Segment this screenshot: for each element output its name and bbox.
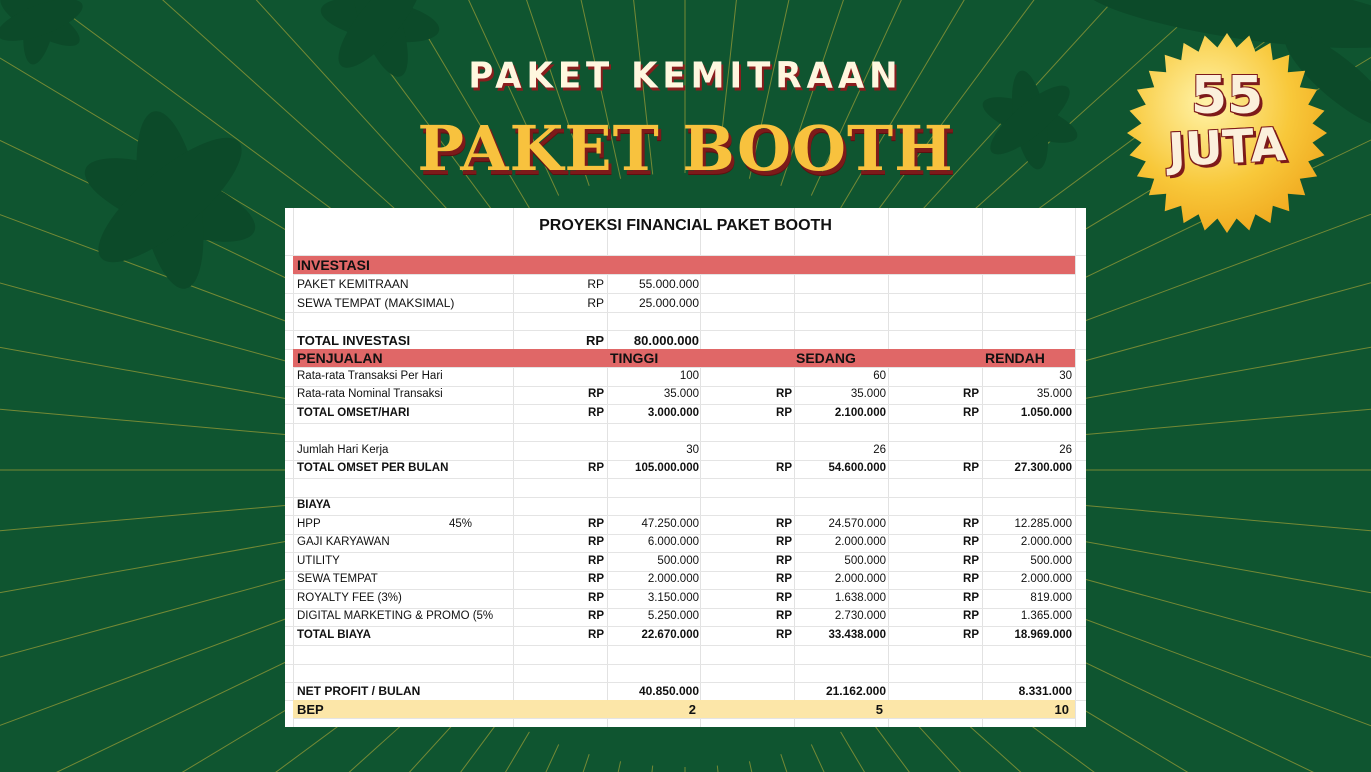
currency: RP (776, 592, 792, 604)
value-sedang: 21.162.000 (825, 684, 886, 698)
blank-row (285, 423, 1086, 442)
total-biaya-row (285, 627, 1086, 646)
value-rendah: 35.000 (1036, 388, 1072, 400)
value-tinggi: 2.000.000 (647, 573, 699, 585)
row-label: Rata-rata Nominal Transaksi (297, 388, 443, 400)
table-row (285, 590, 1086, 609)
row-label: TOTAL OMSET PER BULAN (297, 462, 449, 474)
currency: RP (963, 462, 979, 474)
header-title: PAKET BOOTH (417, 112, 954, 185)
row-label: TOTAL BIAYA (297, 629, 371, 641)
currency: RP (963, 518, 979, 530)
col-rendah: RENDAH (985, 350, 1045, 366)
value-tinggi: 47.250.000 (641, 518, 699, 530)
value-rendah: 27.300.000 (1014, 462, 1072, 474)
value-rendah: 26 (1059, 444, 1072, 456)
currency: RP (963, 555, 979, 567)
penjualan-header (293, 349, 1075, 368)
table-row (285, 608, 1086, 627)
currency: RP (963, 573, 979, 585)
col-tinggi: TINGGI (610, 350, 659, 366)
currency: RP (588, 629, 604, 641)
value-rendah: 10 (1054, 702, 1069, 717)
badge-unit: JUTA (1166, 116, 1288, 178)
value-sedang: 500.000 (844, 555, 886, 567)
currency: RP (587, 296, 604, 310)
value-tinggi: 3.150.000 (647, 592, 699, 604)
row-label: TOTAL INVESTASI (297, 333, 411, 348)
table-row (285, 534, 1086, 553)
badge-amount: 55 (1190, 66, 1264, 126)
value-rendah: 12.285.000 (1014, 518, 1072, 530)
value-tinggi: 35.000 (663, 388, 699, 400)
row-label: NET PROFIT / BULAN (297, 684, 421, 698)
value-rendah: 500.000 (1030, 555, 1072, 567)
row-label: Rata-rata Transaksi Per Hari (297, 370, 443, 382)
value-sedang: 35.000 (850, 388, 886, 400)
currency: RP (776, 629, 792, 641)
currency: RP (963, 536, 979, 548)
value-sedang: 60 (873, 370, 886, 382)
value-rendah: 819.000 (1030, 592, 1072, 604)
value-sedang: 2.100.000 (834, 407, 886, 419)
currency: RP (588, 536, 604, 548)
row-label: ROYALTY FEE (3%) (297, 592, 402, 604)
value-sedang: 54.600.000 (828, 462, 886, 474)
currency: RP (588, 573, 604, 585)
table-row (285, 294, 1086, 313)
total-investasi-row (285, 331, 1086, 350)
row-label: PAKET KEMITRAAN (297, 277, 409, 291)
value-tinggi: 105.000.000 (635, 462, 699, 474)
currency: RP (963, 592, 979, 604)
currency: RP (588, 407, 604, 419)
blank-row (285, 237, 1086, 256)
value-tinggi: 500.000 (657, 555, 699, 567)
currency: RP (587, 277, 604, 291)
value-sedang: 2.000.000 (834, 573, 886, 585)
currency: RP (588, 592, 604, 604)
net-profit-row (285, 682, 1086, 701)
value-sedang: 2.730.000 (834, 610, 886, 622)
sheet-title: PROYEKSI FINANCIAL PAKET BOOTH (539, 217, 832, 234)
value-tinggi: 6.000.000 (647, 536, 699, 548)
row-label: SEWA TEMPAT (MAKSIMAL) (297, 296, 455, 310)
value-sedang: 5 (875, 702, 883, 717)
financial-projection-sheet (285, 208, 1086, 727)
row-label: Jumlah Hari Kerja (297, 444, 389, 456)
value-sedang: 2.000.000 (834, 536, 886, 548)
row-label: UTILITY (297, 555, 340, 567)
row-value: 55.000.000 (638, 277, 699, 291)
table-row (285, 516, 1086, 535)
hpp-percent: 45% (449, 518, 473, 530)
currency: RP (776, 555, 792, 567)
row-value: 80.000.000 (633, 333, 699, 348)
value-rendah: 2.000.000 (1020, 536, 1072, 548)
value-rendah: 30 (1059, 370, 1072, 382)
row-label: TOTAL OMSET/HARI (297, 407, 410, 419)
currency: RP (585, 333, 604, 348)
table-row (285, 368, 1086, 387)
currency: RP (588, 518, 604, 530)
currency: RP (963, 610, 979, 622)
biaya-heading: BIAYA (297, 499, 331, 511)
table-row (285, 386, 1086, 405)
value-rendah: 18.969.000 (1014, 629, 1072, 641)
blank-row (285, 312, 1086, 331)
currency: RP (776, 462, 792, 474)
value-tinggi: 100 (679, 370, 699, 382)
table-row (285, 571, 1086, 590)
investasi-heading: INVESTASI (297, 257, 370, 273)
row-label: HPP (297, 518, 321, 530)
total-omset-bulan-row (285, 460, 1086, 479)
currency: RP (776, 536, 792, 548)
bep-row (293, 700, 1075, 719)
value-rendah: 1.050.000 (1020, 407, 1072, 419)
value-tinggi: 3.000.000 (647, 407, 699, 419)
currency: RP (588, 555, 604, 567)
col-sedang: SEDANG (796, 350, 856, 366)
currency: RP (963, 388, 979, 400)
table-row (285, 275, 1086, 294)
currency: RP (776, 573, 792, 585)
row-label: DIGITAL MARKETING & PROMO (5% (297, 610, 494, 622)
investasi-header (293, 256, 1075, 275)
penjualan-heading: PENJUALAN (297, 350, 383, 366)
value-sedang: 1.638.000 (834, 592, 886, 604)
currency: RP (776, 610, 792, 622)
currency: RP (776, 388, 792, 400)
currency: RP (776, 518, 792, 530)
value-sedang: 26 (873, 444, 886, 456)
row-label: GAJI KARYAWAN (297, 536, 390, 548)
price-badge-text (1126, 66, 1328, 178)
currency: RP (588, 610, 604, 622)
value-tinggi: 22.670.000 (641, 629, 699, 641)
value-rendah: 2.000.000 (1020, 573, 1072, 585)
value-rendah: 1.365.000 (1020, 610, 1072, 622)
value-tinggi: 5.250.000 (647, 610, 699, 622)
currency: RP (963, 629, 979, 641)
row-value: 25.000.000 (638, 296, 699, 310)
total-omset-hari-row (285, 405, 1086, 424)
value-sedang: 24.570.000 (828, 518, 886, 530)
value-tinggi: 30 (686, 444, 699, 456)
table-row (285, 553, 1086, 572)
currency: RP (588, 462, 604, 474)
value-tinggi: 2 (688, 702, 696, 717)
currency: RP (963, 407, 979, 419)
biaya-header (285, 497, 1086, 516)
value-tinggi: 40.850.000 (638, 684, 699, 698)
blank-row (285, 479, 1086, 498)
row-label: SEWA TEMPAT (297, 573, 378, 585)
value-sedang: 33.438.000 (828, 629, 886, 641)
value-rendah: 8.331.000 (1018, 684, 1072, 698)
currency: RP (776, 407, 792, 419)
header-subtitle: PAKET KEMITRAAN (468, 55, 903, 97)
row-label: BEP (297, 702, 324, 717)
table-row (285, 442, 1086, 461)
blank-row (285, 646, 1086, 665)
currency: RP (588, 388, 604, 400)
blank-row (285, 664, 1086, 683)
